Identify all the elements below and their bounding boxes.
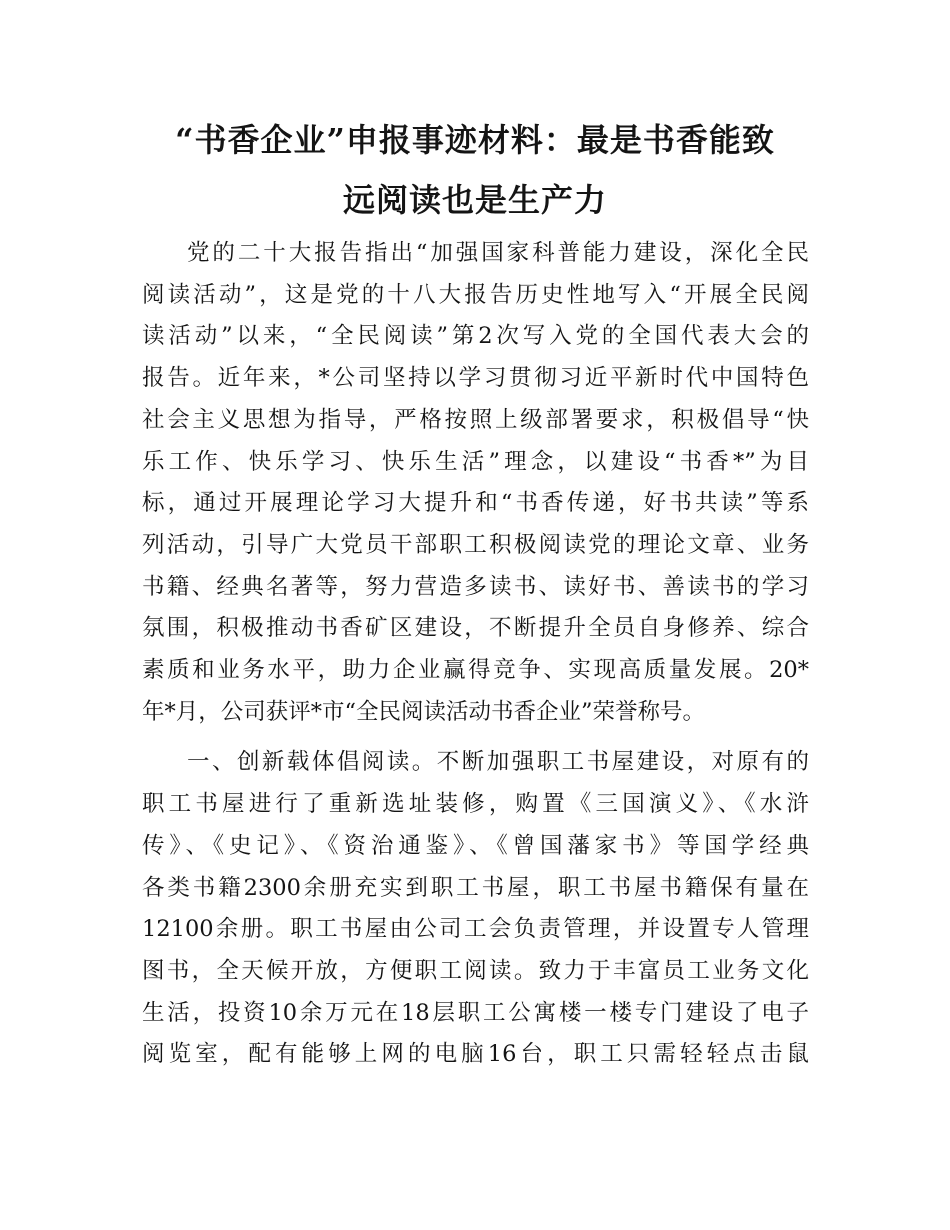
paragraph-gap [142, 733, 809, 742]
text-line: 报告。近年来，*公司坚持以学习贯彻习近平新时代中国特色 [142, 365, 809, 392]
text-line: 生活，投资10余万元在18层职工公寓楼一楼专门建设了电子 [142, 999, 809, 1026]
text-line: 阅读活动”，这是党的十八大报告历史性地写入“开展全民阅 [142, 281, 809, 308]
document-body [142, 233, 809, 1076]
text-line: 职工书屋进行了重新选址装修，购置《三国演义》、《水浒 [142, 791, 809, 818]
text-line: 氛围，积极推动书香矿区建设，不断提升全员自身修养、综合 [142, 615, 809, 642]
text-line: 传》、《史记》、《资治通鉴》、《曾国藩家书》等国学经典 [142, 832, 809, 859]
text-line: 社会主义思想为指导，严格按照上级部署要求，积极倡导“快 [142, 406, 809, 433]
paragraph-intro [142, 233, 809, 733]
document-title [140, 110, 810, 230]
paragraph-section-one [142, 742, 809, 1076]
text-line: 标，通过开展理论学习大提升和“书香传递，好书共读”等系 [142, 490, 809, 517]
text-line: 年*月，公司获评*市“全民阅读活动书香企业”荣誉称号。 [142, 698, 706, 725]
text-line: 列活动，引导广大党员干部职工积极阅读党的理论文章、业务 [142, 531, 809, 558]
title-line: “书香企业”申报事迹材料：最是书香能致 [175, 121, 775, 159]
text-line: 读活动”以来，“全民阅读”第2次写入党的全国代表大会的 [142, 323, 809, 350]
title-line: 远阅读也是生产力 [342, 181, 607, 219]
text-line: 书籍、经典名著等，努力营造多读书、读好书、善读书的学习 [142, 573, 809, 600]
text-line: 阅览室，配有能够上网的电脑16台，职工只需轻轻点击鼠 [142, 1041, 809, 1068]
text-line: 12100余册。职工书屋由公司工会负责管理，并设置专人管理 [142, 916, 809, 943]
text-line: 乐工作、快乐学习、快乐生活”理念，以建设“书香*”为目 [142, 448, 809, 475]
text-line: 各类书籍2300余册充实到职工书屋，职工书屋书籍保有量在 [142, 874, 809, 901]
text-line: 图书，全天候开放，方便职工阅读。致力于丰富员工业务文化 [142, 957, 809, 984]
text-line: 党的二十大报告指出“加强国家科普能力建设，深化全民 [187, 240, 809, 266]
text-line: 素质和业务水平，助力企业赢得竞争、实现高质量发展。20* [142, 657, 809, 684]
text-line: 一、创新载体倡阅读。不断加强职工书屋建设，对原有的 [187, 749, 809, 776]
